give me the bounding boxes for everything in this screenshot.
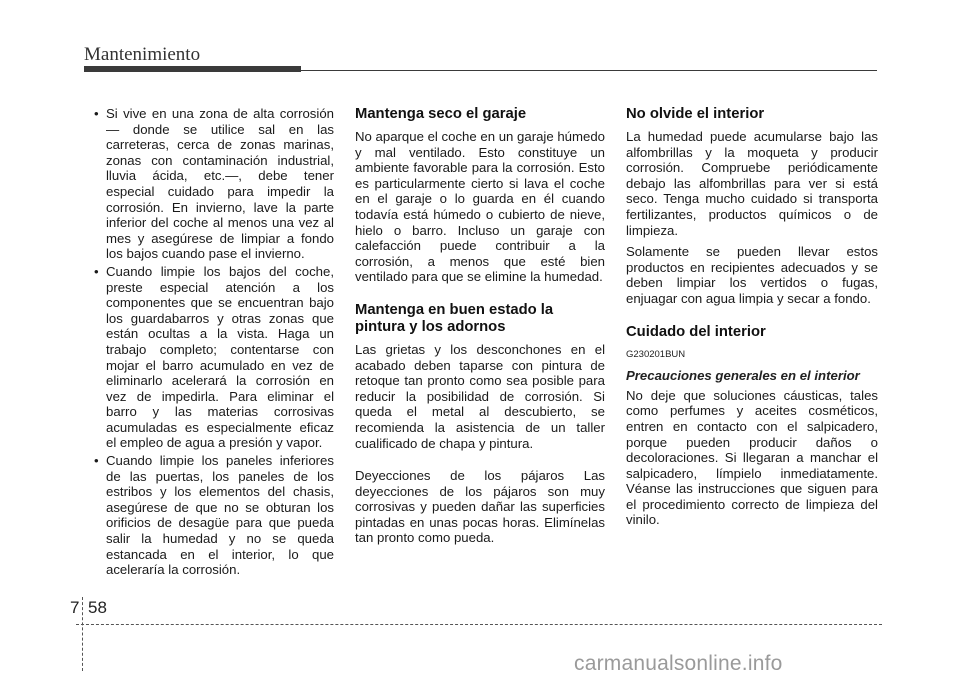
column-left bbox=[94, 106, 334, 580]
list-item: • Si vive en una zona de alta corrosión — donde se utilice sal en las carreteras, cerca de zonas marinas, zonas con contaminación industrial, lluvia ácida, etc.—, debe tener especial cuidado para impedir la corrosión. En invierno, lave la parte inferior del coche al menos una vez al mes y asegúrese de limpiar a fondo los bajos cuando pase el invierno. bbox=[94, 106, 334, 262]
header-bar bbox=[84, 66, 301, 72]
column-right bbox=[626, 106, 878, 534]
paragraph: No aparque el coche en un garaje húmedo y mal ventilado. Esto constituye un ambiente favorable para la corrosión. Esto es particularmente cierto si lava el coche en el garaje o lo guarda en él cuando todavía está húmedo o cubierto de nieve, hielo o barro. Incluso un garaje con calefacción puede contribuir a la corrosión, a menos que esté bien ventilado para que se elimine la humedad. bbox=[355, 129, 606, 285]
paragraph: Solamente se pueden llevar estos productos en recipientes adecuados y se deben limpiar los vertidos o fugas, enjuagar con agua limpia y secar a fondo. bbox=[626, 244, 878, 306]
paragraph: No deje que soluciones cáusticas, tales como perfumes y aceites cosméticos, entren en contacto con el salpicadero, porque pueden producir daños o decoloraciones. Si llegaran a manchar el salpicadero, límpielo inmediatamente. Véanse las instrucciones que siguen para el procedimiento correcto de limpieza del vinilo. bbox=[626, 387, 878, 528]
header-rule bbox=[301, 70, 877, 71]
paragraph: Las grietas y los desconchones en el acabado deben taparse con pintura de retoque tan pronto como sea posible para reducir la posibilidad de corrosión. Si queda el metal al descubierto, se recomienda la asistencia de un taller cualificado de chapa y pintura. bbox=[355, 341, 605, 451]
footer-rule bbox=[76, 624, 882, 625]
heading-paint-trim: Mantenga en buen estado la pintura y los adornos bbox=[355, 301, 554, 335]
watermark: carmanualsonline.info bbox=[574, 652, 783, 675]
footer-divider bbox=[82, 597, 83, 671]
list-item: • Cuando limpie los bajos del coche, preste especial atención a los componentes que se encuentran bajo los guardabarros y otras zonas que están ocultas a la vista. Haga un trabajo completo; contentarse con mojar el barro acumulado en vez de eliminarlo acelerará la corrosión en vez de impedirla. Para eliminar el barro y las materias corrosivas acumuladas es especialmente eficaz el empleo de agua a presión y vapor. bbox=[94, 264, 334, 451]
subheading-precautions: Precauciones generales en el interior bbox=[626, 368, 860, 384]
chapter-number: 7 bbox=[70, 598, 80, 617]
list-item: • Cuando limpie los paneles inferiores de las puertas, los paneles de los estribos y los elementos del chasis, asegúrese de que no se obturan los orificios de desagüe para que pueda salir la humedad y no se queda estancada en el interior, lo que aceleraría la corrosión. bbox=[94, 453, 334, 578]
section-title: Mantenimiento bbox=[84, 44, 201, 65]
paragraph: La humedad puede acumularse bajo las alfombrillas y la moqueta y producir corrosión. Compruebe periódicamente debajo las alfombrillas para ver si está seco. Tenga mucho cuidado si transporta fertilizantes, productos químicos o de limpieza. bbox=[626, 129, 878, 238]
heading-dry-garage: Mantenga seco el garaje bbox=[355, 106, 527, 122]
column-middle bbox=[355, 106, 605, 552]
reference-code: G230201BUN bbox=[626, 348, 686, 360]
heading-interior: No olvide el interior bbox=[626, 106, 765, 122]
heading-interior-care: Cuidado del interior bbox=[626, 323, 766, 340]
bullet-list bbox=[94, 106, 334, 578]
page-number: 58 bbox=[88, 598, 107, 617]
paragraph: Deyecciones de los pájaros Las deyecciones de los pájaros son muy corrosivas y pueden dañar las superficies pintadas en unas pocas horas. Elimínelas tan pronto como pueda. bbox=[355, 468, 605, 546]
